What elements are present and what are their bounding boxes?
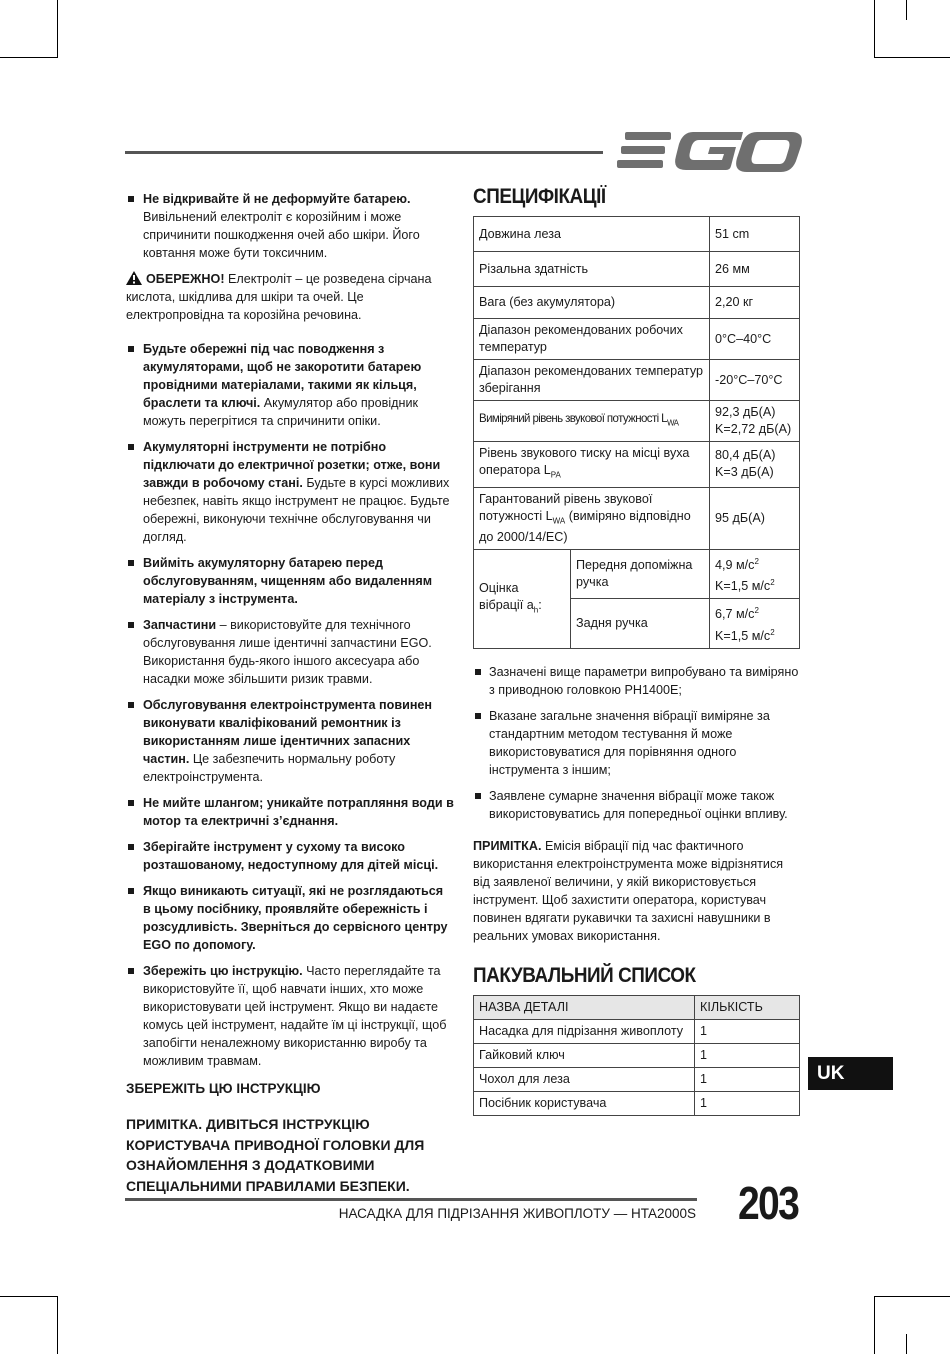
header-rule xyxy=(125,151,603,154)
table-row: Діапазон рекомендованих робочих температур 0°C–40°C xyxy=(474,319,800,360)
list-item: Запчастини – використовуйте для технічного обслуговування лише ідентичні запчастини EGO. Використання будь-якого іншого аксесуара або насадки може збільшити ризик травми. xyxy=(126,616,454,688)
warning-icon xyxy=(126,271,142,285)
table-row: Виміряний рівень звукової потужності $L_{WA}$ 92,3 дБ(A) K=2,72 дБ(A) xyxy=(474,401,800,442)
warning-text: Електроліт – це розведена сірчана кислота, шкідлива для шкіри та очей. Це електропровідна та корозійна речовина. xyxy=(126,272,432,322)
crop-mark xyxy=(0,1296,58,1297)
list-item: Акумуляторні інструменти не потрібно підключати до електричної розетки; отже, вони завжди в робочому стані. Будьте в курсі можливих небезпек, навіть якщо інструмент не працює. Будьте обережні, виконуючи технічне обслуговування чи догляд. xyxy=(126,438,454,546)
packing-table xyxy=(473,995,800,1116)
crop-mark xyxy=(906,0,907,20)
list-item: Збережіть цю інструкцію. Часто переглядайте та використовуйте її, щоб навчати інших, хто може використовувати цей інструмент. Якщо ви надаєте комусь цей інструмент, надайте їм ці інструкції, щоб запобігти неналежному використанню виробу та можливим травмам. xyxy=(126,962,454,1070)
list-item: Обслуговування електроінструмента повинен виконувати кваліфікований ремонтник із використанням лише ідентичних запасних частин. Це забезпечить нормальну роботу електроінструмента. xyxy=(126,696,454,786)
right-column xyxy=(473,185,803,1116)
table-row: Чохол для леза 1 xyxy=(474,1067,800,1091)
note-heading: ПРИМІТКА. ДИВІТЬСЯ ІНСТРУКЦІЮ КОРИСТУВАЧА ПРИВОДНОЇ ГОЛОВКИ ДЛЯ ОЗНАЙОМЛЕННЯ З ДОДАТКОВИМИ СПЕЦІАЛЬНИМИ ПРАВИЛАМИ БЕЗПЕКИ. xyxy=(126,1116,425,1194)
list-item: Вийміть акумуляторну батарею перед обслуговуванням, чищенням або видаленням матеріалу з інструмента. xyxy=(126,554,454,608)
list-item: Не мийте шлангом; уникайте потрапляння води в мотор та електричні з’єднання. xyxy=(126,794,454,830)
list-item: Заявлене сумарне значення вібрації може також використовуватись для попередньої оцінки впливу. xyxy=(473,787,803,823)
footer-rule xyxy=(125,1198,697,1201)
footer-text: НАСАДКА ДЛЯ ПІДРІЗАННЯ ЖИВОПЛОТУ — HTA2000S xyxy=(338,1206,696,1221)
list-item: Якщо виникають ситуації, які не розглядаються в цьому посібнику, проявляйте обережність і розсудливість. Зверніться до сервісного центру EGO по допомогу. xyxy=(126,882,454,954)
table-row: Насадка для підрізання живоплоту 1 xyxy=(474,1019,800,1043)
table-row: НАЗВА ДЕТАЛІ КІЛЬКІСТЬ xyxy=(474,995,800,1019)
crop-mark xyxy=(874,1296,875,1354)
crop-mark xyxy=(874,57,950,58)
table-row: Різальна здатність 26 мм xyxy=(474,252,800,287)
crop-mark xyxy=(874,1296,950,1297)
warning-label: ОБЕРЕЖНО! xyxy=(146,272,225,286)
specs-table xyxy=(473,216,800,550)
note-paragraph: ПРИМІТКА. Емісія вібрації під час фактичного використання електроінструмента може відрізнятися від заявленої величини, у якій використовується інструмент. Щоб захистити оператора, користувач повинен вдягати рукавички та захисні навушники в реальних умовах використання. xyxy=(473,838,784,943)
crop-mark xyxy=(57,0,58,58)
table-row: Гарантований рівень звукової потужності $L_{WA}$ (виміряно відповідно до 2000/14/EC) 95 дБ(A) xyxy=(474,487,800,550)
table-row: Вага (без акумулятора) 2,20 кг xyxy=(474,287,800,319)
table-row: Гайковий ключ 1 xyxy=(474,1043,800,1067)
table-row: Посібник користувача 1 xyxy=(474,1091,800,1115)
language-tab: UK xyxy=(808,1057,893,1090)
list-item: Зазначені вище параметри випробувано та виміряно з приводною головкою PH1400E; xyxy=(473,663,803,699)
crop-mark xyxy=(57,1296,58,1354)
list-item: Будьте обережні під час поводження з акумуляторами, щоб не закоротити батарею провідними матеріалами, такими як кільця, браслети та ключі. Акумулятор або провідник можуть перегрітися та спричинити опіки. xyxy=(126,340,454,430)
specs-title: СПЕЦИФІКАЦІЇ xyxy=(473,185,606,208)
packing-title: ПАКУВАЛЬНИЙ СПИСОК xyxy=(473,963,696,987)
left-column xyxy=(126,190,454,1196)
crop-mark xyxy=(874,0,875,58)
warning-block xyxy=(126,270,454,324)
crop-mark xyxy=(0,57,58,58)
page-number: 203 xyxy=(738,1177,799,1229)
table-row: Оцінка вібрації $a_h$: Передня допоміжна ручка 4,9 $м/с^2$ K=1,5 $м/с^2$ xyxy=(474,550,800,599)
table-row: Діапазон рекомендованих температур зберігання -20°C–70°C xyxy=(474,360,800,401)
ego-logo xyxy=(615,128,805,172)
table-row: Довжина леза 51 cm xyxy=(474,217,800,252)
vibration-table xyxy=(473,549,800,649)
list-item: Зберігайте інструмент у сухому та високо розташованому, недоступному для дітей місці. xyxy=(126,838,454,874)
save-heading: ЗБЕРЕЖІТЬ ЦЮ ІНСТРУКЦІЮ xyxy=(126,1081,321,1096)
table-row: Рівень звукового тиску на місці вуха оператора $L_{PA}$ 80,4 дБ(A) K=3 дБ(A) xyxy=(474,442,800,488)
list-item: Не відкривайте й не деформуйте батарею. Вивільнений електроліт є корозійним і може спричинити пошкодження очей або шкіри. Його ковтання може бути токсичним. xyxy=(126,190,454,262)
table-row: Задня ручка 6,7 $м/с^2$ K=1,5 $м/с^2$ xyxy=(474,599,800,648)
spec-notes xyxy=(473,663,803,823)
list-item: Вказане загальне значення вібрації виміряне за стандартним методом тестування й може використовуватися для порівняння одного інструмента з іншим; xyxy=(473,707,803,779)
crop-mark xyxy=(906,1334,907,1354)
